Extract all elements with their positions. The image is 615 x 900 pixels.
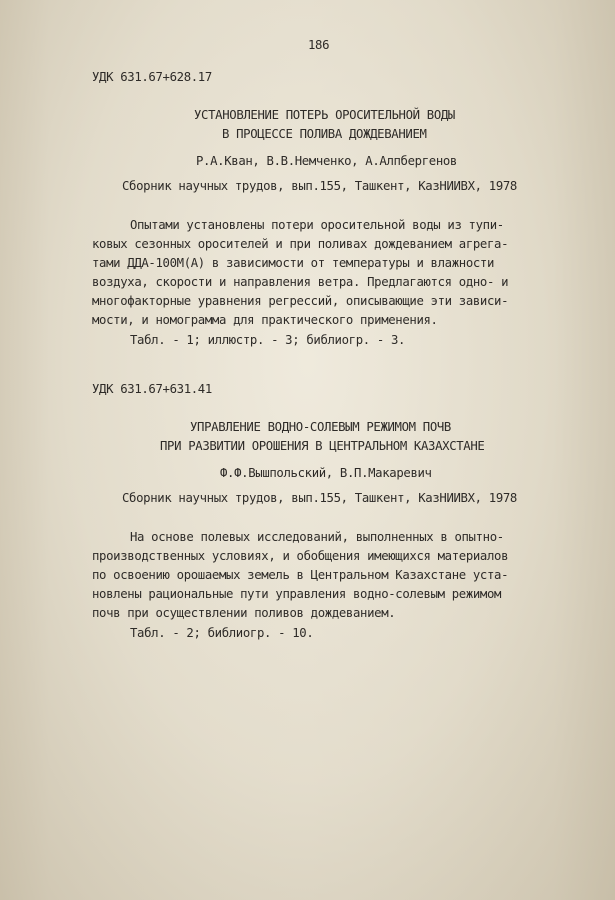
abstract-line-5: многофакторные уравнения регрессий, описывающие эти зависи- bbox=[92, 294, 509, 308]
abstract-line-3: по освоению орошаемых земель в Центральном Казахстане уста- bbox=[92, 568, 509, 582]
record-title-line-2: В ПРОЦЕССЕ ПОЛИВА ДОЖДЕВАНИЕМ bbox=[222, 127, 427, 141]
abstract-line-4: воздуха, скорости и направления ветра. Предлагаются одно- и bbox=[92, 275, 509, 289]
udk-code: УДК 631.67+628.17 bbox=[92, 70, 212, 84]
abstract-line-6: мости, и номограмма для практического применения. bbox=[92, 313, 438, 327]
abstract-line-5: почв при осуществлении поливов дождеванием. bbox=[92, 606, 396, 620]
record-authors: Р.А.Кван, В.В.Немченко, А.Алпбергенов bbox=[196, 154, 457, 168]
abstract-line-1: На основе полевых исследований, выполненных в опытно- bbox=[130, 530, 504, 544]
abstract-line-2: ковых сезонных оросителей и при поливах дождеванием агрега- bbox=[92, 237, 509, 251]
record-stats: Табл. - 1; иллюстр. - 3; библиогр. - 3. bbox=[130, 333, 406, 347]
record-title-line-1: УПРАВЛЕНИЕ ВОДНО-СОЛЕВЫМ РЕЖИМОМ ПОЧВ bbox=[190, 420, 451, 434]
record-source: Сборник научных трудов, вып.155, Ташкент, КазНИИВХ, 1978 bbox=[122, 491, 517, 505]
record-stats: Табл. - 2; библиогр. - 10. bbox=[130, 626, 314, 640]
record-title-line-2: ПРИ РАЗВИТИИ ОРОШЕНИЯ В ЦЕНТРАЛЬНОМ КАЗАХСТАНЕ bbox=[160, 439, 485, 453]
page-number: 186 bbox=[308, 38, 330, 52]
record-authors: Ф.Ф.Вышпольский, В.П.Макаревич bbox=[220, 466, 432, 480]
record-title-line-1: УСТАНОВЛЕНИЕ ПОТЕРЬ ОРОСИТЕЛЬНОЙ ВОДЫ bbox=[194, 108, 455, 122]
record-source: Сборник научных трудов, вып.155, Ташкент, КазНИИВХ, 1978 bbox=[122, 179, 517, 193]
udk-code: УДК 631.67+631.41 bbox=[92, 382, 212, 396]
abstract-line-4: новлены рациональные пути управления водно-солевым режимом bbox=[92, 587, 502, 601]
abstract-line-2: производственных условиях, и обобщения имеющихся материалов bbox=[92, 549, 509, 563]
abstract-line-3: тами ДДА-100М(А) в зависимости от температуры и влажности bbox=[92, 256, 495, 270]
abstract-line-1: Опытами установлены потери оросительной воды из тупи- bbox=[130, 218, 504, 232]
